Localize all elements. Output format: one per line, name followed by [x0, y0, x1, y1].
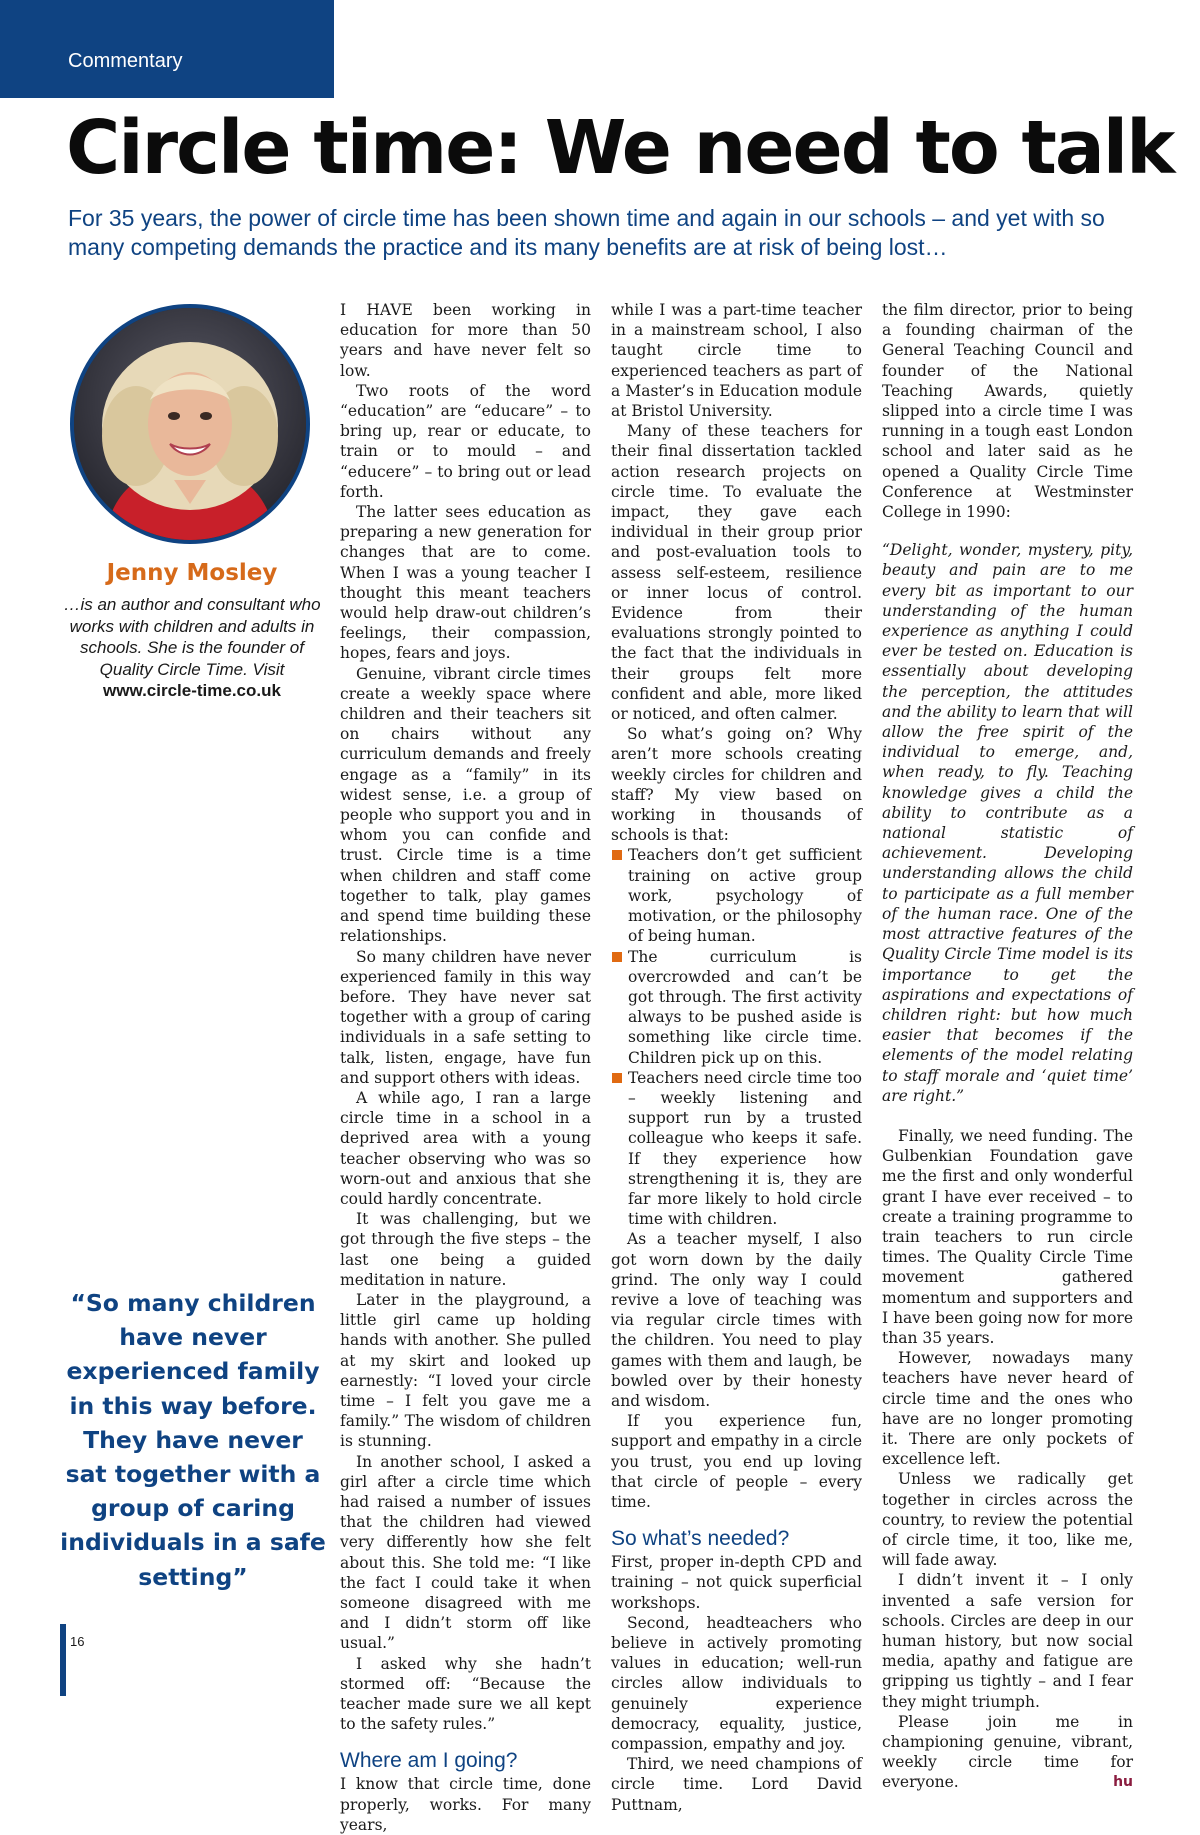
- paragraph: I didn’t invent it – I only invented a safe version for schools. Circles are deep in our human history, but now social media, apathy and fatigue are gripping us tightly – and I fear they might triumph.: [882, 1571, 1133, 1711]
- article-column-2: [611, 300, 862, 1815]
- bullet-item: The curriculum is overcrowded and can’t be got through. The first activity always to be pushed aside is something like circle time. Children pick up on this.: [611, 947, 862, 1068]
- author-name: Jenny Mosley: [106, 560, 278, 586]
- publication-logo: hu: [1113, 1774, 1133, 1791]
- paragraph: In another school, I asked a girl after a circle time which had raised a number of issues that the children had viewed very differently how she felt about this. She told me: “I like the fact I could take it when someone disagreed with me and I didn’t storm off like usual.”: [340, 1452, 591, 1653]
- author-bio-text: …is an author and consultant who works with children and adults in schools. She is the founder of Quality Circle Time. Visit: [63, 595, 321, 679]
- paragraph-final: [882, 1712, 1133, 1793]
- page-number: 16: [70, 1634, 85, 1649]
- paragraph: I know that circle time, done properly, works. For many years,: [340, 1775, 591, 1834]
- author-portrait-image: [74, 308, 306, 540]
- subheading-where-am-i-going: Where am I going?: [340, 1749, 518, 1773]
- paragraph: the film director, prior to being a founding chairman of the General Teaching Council and founder of the National Teaching Awards, quietly slipped into a circle time I was running in a tough east London school and later said as he opened a Quality Circle Time Conference at Westminster College in 1990:: [882, 301, 1133, 522]
- section-label: Commentary: [68, 50, 183, 72]
- paragraph: So many children have never experienced family in this way before. They have never sat together with a group of caring individuals in a safe setting to talk, listen, engage, have fun and support others with ideas.: [340, 947, 591, 1087]
- paragraph: Second, headteachers who believe in actively promoting values in education; well-run circles allow individuals to genuinely experience democracy, equality, justice, compassion, empathy and joy.: [611, 1613, 862, 1754]
- paragraph: while I was a part-time teacher in a mainstream school, I also taught circle time to experienced teachers as part of a Master’s in Education module at Bristol University.: [611, 301, 862, 421]
- article-column-3: [882, 300, 1133, 1793]
- pull-quote: “So many children have never experienced family in this way before. They have never sat together with a group of caring individuals in a safe setting”: [60, 1289, 326, 1591]
- paragraph: It was challenging, but we got through the five steps – the last one being a guided meditation in nature.: [340, 1210, 591, 1289]
- paragraph: The latter sees education as preparing a new generation for changes that are to come. When I was a young teacher I thought this meant teachers would help draw-out children’s feelings, their compassion, hopes, fears and joys.: [340, 503, 591, 663]
- paragraph: Genuine, vibrant circle times create a weekly space where children and their teachers sit on chairs without any curriculum demands and freely engage as a “family” in its widest sense, i.e. a group of people who support you and in whom you can confide and trust. Circle time is a time when children and staff come together to talk, play games and spend time building these relationships.: [340, 664, 591, 946]
- article-standfirst: For 35 years, the power of circle time has been shown time and again in our schools – and yet with so many competing demands the practice and its many benefits are at risk of being lost…: [68, 205, 1105, 260]
- paragraph: Many of these teachers for their final dissertation tackled action research projects on circle time. To evaluate the impact, they gave each individual in their group prior and post-evaluation tools to assess self-esteem, resilience or inner locus of control. Evidence from their evaluations strongly pointed to the fact that the individuals in their groups felt more confident and able, more liked or noticed, and often calmer.: [611, 422, 862, 724]
- paragraph: A while ago, I ran a large circle time in a school in a deprived area with a young teacher observing who was so worn-out and anxious that she could hardly concentrate.: [340, 1088, 591, 1208]
- bullet-item: Teachers don’t get sufficient training on active group work, psychology of motivation, or the philosophy of being human.: [611, 845, 862, 946]
- puttnam-quote: “Delight, wonder, mystery, pity, beauty and pain are to me every bit as important to our understanding of the human experience as anything I could ever be tested on. Education is essentially about developing the perception, the attitudes and the ability to learn that will allow the free spirit of the individual to emerge, and, when ready, to fly. Teaching knowledge gives a child the ability to contribute as a national statistic of achievement. Developing understanding allows the child to participate as a full member of the human race. One of the most attractive features of the Quality Circle Time model is its importance to get the aspirations and expectations of children right: but how much easier that becomes if the elements of the model relating to staff morale and ‘quiet time’ are right.”: [882, 541, 1133, 1105]
- paragraph: Two roots of the word “education” are “educare” – to bring up, rear or educate, to train or to mould – and “educere” – to bring out or lead forth.: [340, 381, 591, 501]
- author-photo: [70, 304, 310, 544]
- paragraph: Third, we need champions of circle time. Lord David Puttnam,: [611, 1755, 862, 1814]
- section-tab: [0, 0, 334, 98]
- paragraph: Later in the playground, a little girl came up holding hands with another. She pulled at my skirt and looked up earnestly: “I loved your circle time – I felt you gave me a family.” The wisdom of children is stunning.: [340, 1290, 591, 1451]
- paragraph: Finally, we need funding. The Gulbenkian Foundation gave me the first and only wonderful grant I have ever received – to create a training programme to train teachers to run circle times. The Quality Circle Time movement gathered momentum and supporters and I have been going now for more than 35 years.: [882, 1126, 1133, 1347]
- author-bio: [62, 594, 322, 702]
- final-text: Please join me in championing genuine, vibrant, weekly circle time for everyone.: [882, 1712, 1133, 1792]
- paragraph: First, proper in-depth CPD and training – not quick superficial workshops.: [611, 1553, 862, 1612]
- paragraph: I HAVE been working in education for more than 50 years and have never felt so low.: [340, 301, 591, 380]
- article-headline: Circle time: We need to talk: [66, 105, 1174, 191]
- author-website-link[interactable]: www.circle-time.co.uk: [103, 681, 281, 700]
- paragraph: So what’s going on? Why aren’t more schools creating weekly circles for children and staff? My view based on working in thousands of schools is that:: [611, 725, 862, 845]
- paragraph: I asked why she hadn’t stormed off: “Because the teacher made sure we all kept to the safety rules.”: [340, 1654, 591, 1734]
- paragraph: If you experience fun, support and empathy in a circle you trust, you end up loving that circle of people – every time.: [611, 1412, 862, 1511]
- paragraph: As a teacher myself, I also got worn down by the daily grind. The only way I could revive a love of teaching was via regular circle times with the children. You need to play games with them and laugh, be bowled over by their honesty and wisdom.: [611, 1230, 862, 1410]
- bullet-list: [611, 845, 862, 1229]
- paragraph: However, nowadays many teachers have never heard of circle time and the ones who have are no longer promoting it. There are only pockets of excellence left.: [882, 1349, 1133, 1469]
- page-number-bar: [60, 1624, 66, 1696]
- subheading-so-whats-needed: So what’s needed?: [611, 1527, 790, 1551]
- bullet-item: Teachers need circle time too – weekly listening and support run by a trusted colleague who keeps it safe. If they experience how strengthening it is, they are far more likely to hold circle time with children.: [611, 1068, 862, 1230]
- paragraph: Unless we radically get together in circles across the country, to review the potential of circle time, it too, like me, will fade away.: [882, 1470, 1133, 1570]
- article-column-1: [340, 300, 591, 1835]
